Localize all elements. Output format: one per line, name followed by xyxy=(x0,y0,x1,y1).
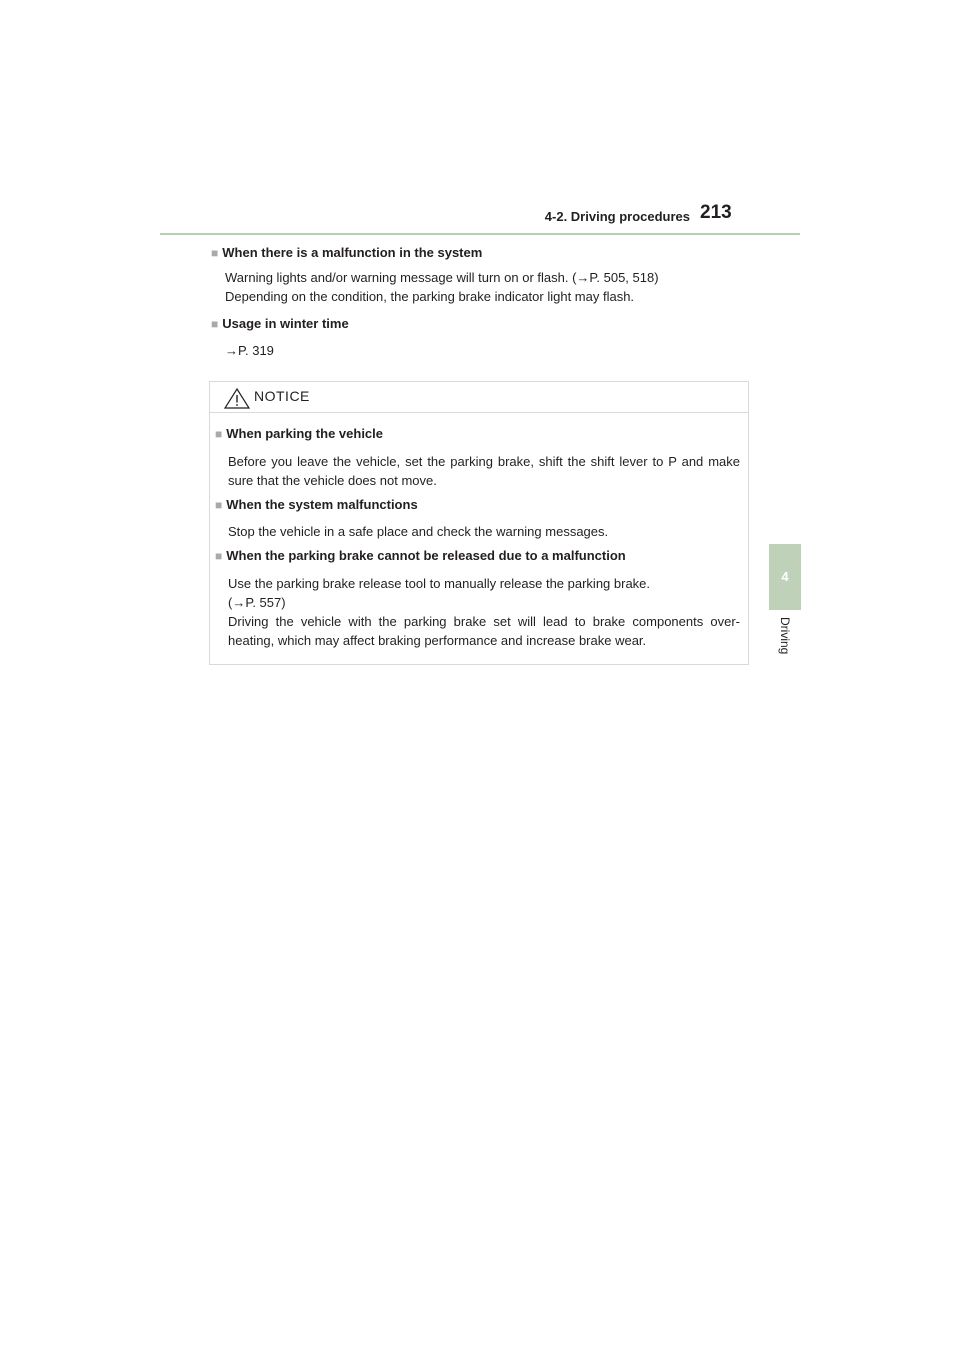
square-bullet-icon: ■ xyxy=(211,317,219,331)
notice-item-heading: ■ When the system malfunctions xyxy=(215,497,418,512)
warning-triangle-icon xyxy=(224,388,250,409)
section-title: 4-2. Driving procedures xyxy=(544,209,690,224)
notice-item-heading: ■ When the parking brake cannot be released due to a malfunction xyxy=(215,548,626,563)
notice-title: NOTICE xyxy=(254,388,310,404)
section-body: Warning lights and/or warning message will turn on or flash. (→P. 505, 518) Depending on the condition, the parking brake indicator light may flash. xyxy=(225,270,659,304)
page-number: 213 xyxy=(700,202,732,223)
notice-item-heading: ■ When parking the vehicle xyxy=(215,426,384,441)
square-bullet-icon: ■ xyxy=(215,427,223,441)
square-bullet-icon: ■ xyxy=(211,246,219,260)
section-heading: ■ When there is a malfunction in the system xyxy=(211,245,483,260)
chapter-label: Driving xyxy=(778,617,792,655)
header-divider xyxy=(160,233,800,235)
notice-box xyxy=(209,381,749,665)
chapter-tab: 4 xyxy=(769,544,801,610)
notice-header xyxy=(210,382,748,413)
notice-item-text: Use the parking brake release tool to manually release the parking brake. (→P. 557) Driving the vehicle with the parking brake set will lead to brake components over-heating, which may affect braking performance and increase brake wear. xyxy=(228,576,740,648)
square-bullet-icon: ■ xyxy=(215,498,223,512)
square-bullet-icon: ■ xyxy=(215,549,223,563)
page-reference: →P. 319 xyxy=(225,343,274,358)
section-heading: ■ Usage in winter time xyxy=(211,316,349,331)
notice-item-text: Stop the vehicle in a safe place and check the warning messages. xyxy=(228,524,609,539)
notice-item-text: Before you leave the vehicle, set the parking brake, shift the shift lever to P and make sure that the vehicle does not move. xyxy=(228,454,740,488)
